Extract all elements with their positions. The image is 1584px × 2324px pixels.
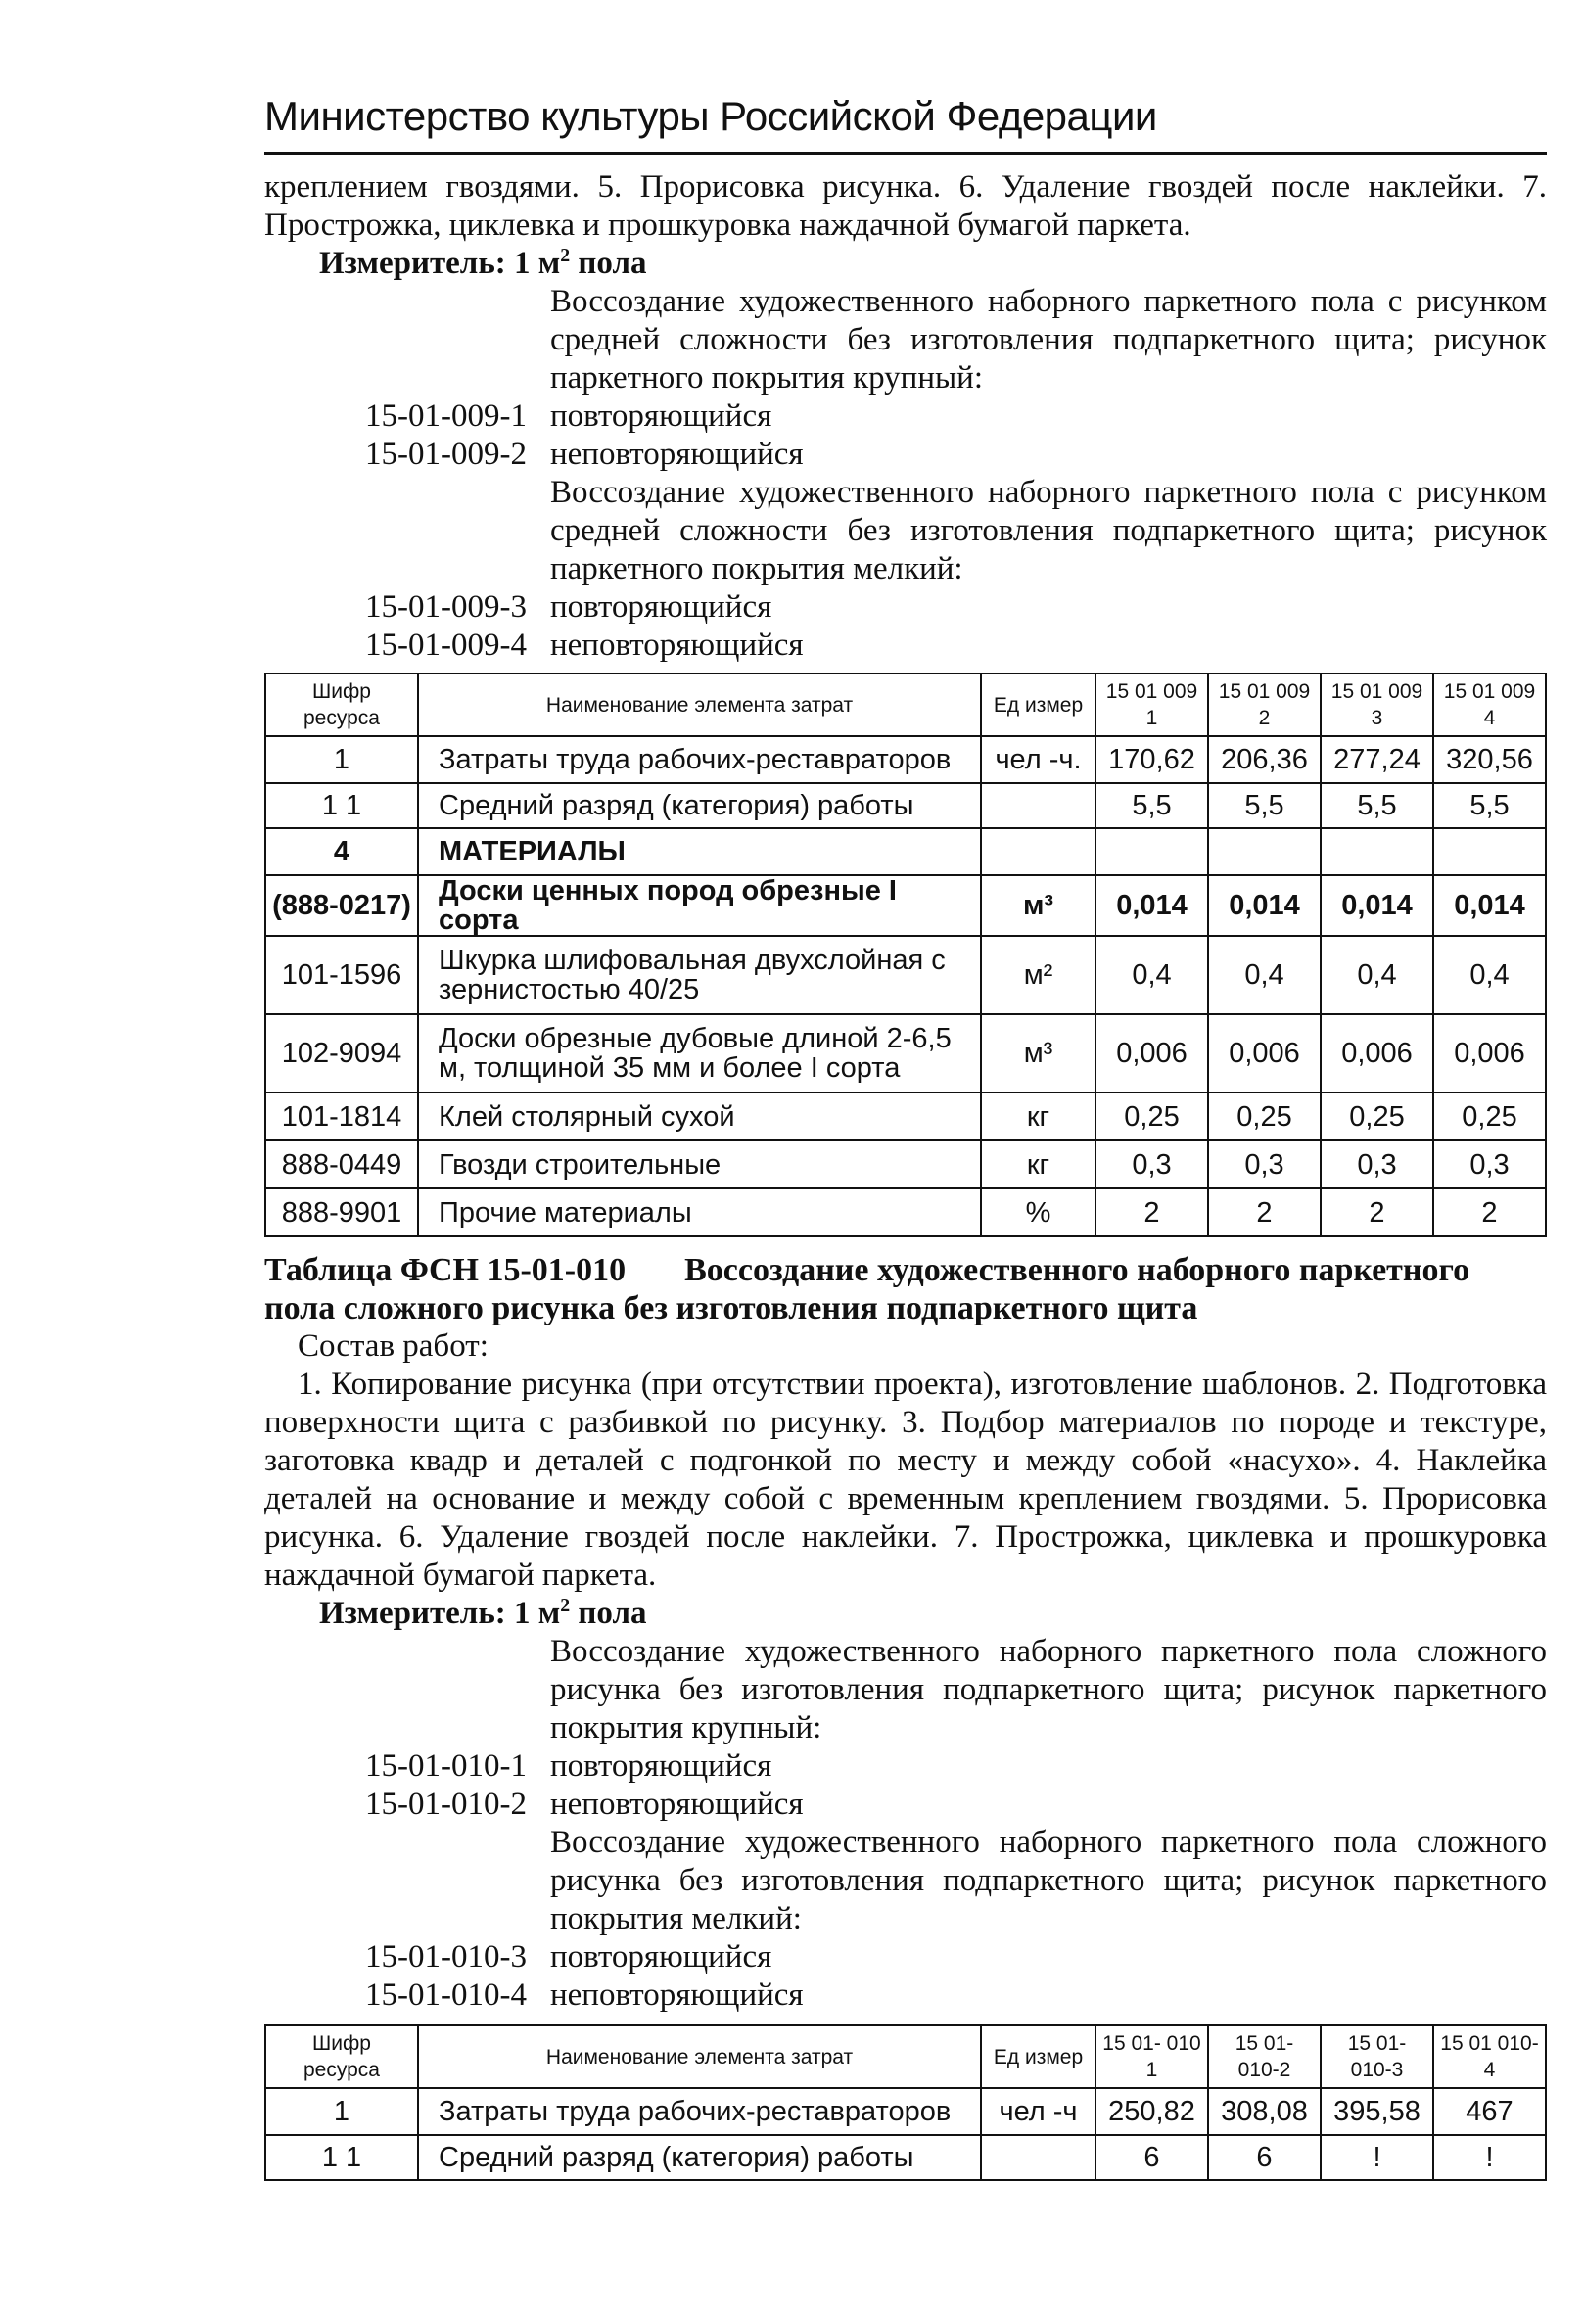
resource-table-2 [264, 2024, 1547, 2181]
cell-code: 101-1814 [265, 1092, 418, 1140]
intro-paragraph: креплением гвоздями. 5. Прорисовка рисунка. 6. Удаление гвоздей после наклейки. 7. Прострожка, циклевка и прошкуровка наждачной бумагой паркета. [264, 169, 1547, 243]
table-row [265, 1188, 1546, 1236]
cell-code: 888-9901 [265, 1188, 418, 1236]
cell-value: 308,08 [1208, 2088, 1321, 2135]
work-description: Воссоздание художественного наборного паркетного пола с рисунком средней сложности без изготовления подпаркетного щита; рисунок паркетного покрытия крупный: [550, 284, 1547, 395]
cell-value: 2 [1321, 1188, 1433, 1236]
table-row [265, 875, 1546, 936]
cell-value: 5,5 [1095, 783, 1208, 828]
header-code: Шифр ресурса [265, 674, 418, 736]
cell-value: 0,3 [1095, 1140, 1208, 1188]
table-number: Таблица ФСН 15-01-010 [264, 1252, 627, 1288]
cell-value: 0,4 [1095, 936, 1208, 1014]
resource-table-1 [264, 673, 1547, 1237]
cell-value: 2 [1433, 1188, 1546, 1236]
cell-value: 0,4 [1208, 936, 1321, 1014]
measure-line-2: Измеритель: 1 $м^2$ пола [319, 1595, 647, 1631]
cell-code: 1 [265, 2088, 418, 2135]
cell-unit: чел -ч [981, 2088, 1095, 2135]
cell-code: 4 [265, 828, 418, 875]
cell-unit: чел -ч. [981, 736, 1095, 783]
cell-value: 0,3 [1321, 1140, 1433, 1188]
cell-code: 1 [265, 736, 418, 783]
cell-value: 2 [1208, 1188, 1321, 1236]
cell-name: Гвозди строительные [418, 1140, 981, 1188]
cell-code: 101-1596 [265, 936, 418, 1014]
work-code: 15-01-010-1 [365, 1748, 527, 1784]
cell-value: 5,5 [1321, 783, 1433, 828]
table-row [265, 2088, 1546, 2135]
cell-name: Затраты труда рабочих-реставраторов [418, 2088, 981, 2135]
cell-value: 206,36 [1208, 736, 1321, 783]
work-list-1b [264, 474, 1547, 665]
table-header-row [265, 674, 1546, 736]
cell-code: 1 1 [265, 2135, 418, 2180]
table-row [265, 828, 1546, 875]
cell-value [1433, 828, 1546, 875]
cell-value: 0,006 [1095, 1014, 1208, 1092]
header-col-2: 15 01- 010-2 [1208, 2025, 1321, 2088]
cell-code: 102-9094 [265, 1014, 418, 1092]
cell-value: 0,25 [1321, 1092, 1433, 1140]
cell-value: 320,56 [1433, 736, 1546, 783]
sostav-label: Состав работ: [298, 1328, 489, 1364]
table-row [265, 1092, 1546, 1140]
work-item: повторяющийся [550, 589, 772, 625]
cell-value [1208, 828, 1321, 875]
table-row [265, 783, 1546, 828]
work-item: неповторяющийся [550, 627, 804, 663]
work-item: повторяющийся [550, 1939, 772, 1975]
cell-value [1321, 828, 1433, 875]
cell-value: 467 [1433, 2088, 1546, 2135]
table-row [265, 1014, 1546, 1092]
work-code: 15-01-009-3 [365, 589, 527, 625]
table-caption [264, 1251, 1547, 1327]
work-item: повторяющийся [550, 398, 772, 434]
work-code: 15-01-010-4 [365, 1977, 527, 2013]
cell-value: 0,3 [1208, 1140, 1321, 1188]
cell-unit [981, 783, 1095, 828]
cell-unit [981, 828, 1095, 875]
work-code: 15-01-009-1 [365, 398, 527, 434]
work-description: Воссоздание художественного наборного паркетного пола сложного рисунка без изготовления подпаркетного щита; рисунок паркетного покрытия мелкий: [550, 1825, 1547, 1936]
work-item: неповторяющийся [550, 437, 804, 472]
cell-name: Затраты труда рабочих-реставраторов [418, 736, 981, 783]
cell-value: 0,4 [1433, 936, 1546, 1014]
measure-line-1: Измеритель: 1 $м^2$ пола [319, 245, 647, 281]
header-col-4: 15 01 010-4 [1433, 2025, 1546, 2088]
work-code: 15-01-010-3 [365, 1939, 527, 1975]
cell-unit: % [981, 1188, 1095, 1236]
cell-value: 2 [1095, 1188, 1208, 1236]
cell-name: Средний разряд (категория) работы [418, 783, 981, 828]
work-item: повторяющийся [550, 1748, 772, 1784]
cell-name: Средний разряд (категория) работы [418, 2135, 981, 2180]
work-code: 15-01-009-2 [365, 437, 527, 472]
header-col-1: 15 01- 010 1 [1095, 2025, 1208, 2088]
cell-value: 170,62 [1095, 736, 1208, 783]
work-code: 15-01-010-2 [365, 1787, 527, 1822]
cell-value: 0,006 [1321, 1014, 1433, 1092]
cell-value: 277,24 [1321, 736, 1433, 783]
header-unit: Ед измер [981, 674, 1095, 736]
header-name: Наименование элемента затрат [418, 2025, 981, 2088]
header-name: Наименование элемента затрат [418, 674, 981, 736]
cell-value: 0,3 [1433, 1140, 1546, 1188]
header-col-4: 15 01 009 4 [1433, 674, 1546, 736]
work-list-2a [264, 1633, 1547, 1824]
sostav-paragraph: 1. Копирование рисунка (при отсутствии проекта), изготовление шаблонов. 2. Подготовка поверхности щита с разбивкой по рисунку. 3. Подбор материалов по породе и текстуре, заготовка квадр и деталей с подгонкой по месту и между собой «насухо». 4. Наклейка деталей на основание и между собой с временным креплением гвоздями. 5. Прорисовка рисунка. 6. Удаление гвоздей после наклейки. 7. Прострожка, циклевка и прошкуровка наждачной бумагой паркета. [264, 1367, 1547, 1593]
document-page [264, 93, 1547, 2181]
cell-value: 0,4 [1321, 936, 1433, 1014]
cell-unit: кг [981, 1140, 1095, 1188]
work-list-1a [264, 283, 1547, 474]
cell-value: 250,82 [1095, 2088, 1208, 2135]
table-row [265, 2135, 1546, 2180]
cell-name: Клей столярный сухой [418, 1092, 981, 1140]
cell-unit: кг [981, 1092, 1095, 1140]
cell-value: 5,5 [1433, 783, 1546, 828]
header-unit: Ед измер [981, 2025, 1095, 2088]
header-col-2: 15 01 009 2 [1208, 674, 1321, 736]
cell-value: 0,014 [1095, 875, 1208, 936]
cell-name: Доски ценных пород обрезные I сорта [418, 875, 981, 936]
cell-code: (888-0217) [265, 875, 418, 936]
cell-value: 0,25 [1433, 1092, 1546, 1140]
work-list-2b [264, 1824, 1547, 2015]
cell-value: 0,014 [1321, 875, 1433, 936]
header-col-3: 15 01 009 3 [1321, 674, 1433, 736]
cell-name: Шкурка шлифовальная двухслойная с зернистостью 40/25 [418, 936, 981, 1014]
header-col-1: 15 01 009 1 [1095, 674, 1208, 736]
cell-value: 0,014 [1433, 875, 1546, 936]
cell-code: 1 1 [265, 783, 418, 828]
cell-value: 0,25 [1095, 1092, 1208, 1140]
work-item: неповторяющийся [550, 1977, 804, 2013]
work-item: неповторяющийся [550, 1787, 804, 1822]
cell-value: 0,014 [1208, 875, 1321, 936]
cell-code: 888-0449 [265, 1140, 418, 1188]
cell-value [1095, 828, 1208, 875]
cell-unit: м³ [981, 875, 1095, 936]
cell-value: 0,25 [1208, 1092, 1321, 1140]
cell-unit: м² [981, 936, 1095, 1014]
header-col-3: 15 01- 010-3 [1321, 2025, 1433, 2088]
table-row [265, 1140, 1546, 1188]
cell-value: ! [1321, 2135, 1433, 2180]
cell-name: Прочие материалы [418, 1188, 981, 1236]
cell-name: Доски обрезные дубовые длиной 2-6,5 м, толщиной 35 мм и более I сорта [418, 1014, 981, 1092]
cell-unit: м³ [981, 1014, 1095, 1092]
cell-value: ! [1433, 2135, 1546, 2180]
table-title: Воссоздание художественного наборного паркетного пола сложного рисунка без изготовления подпаркетного щита [264, 1252, 1470, 1326]
work-description: Воссоздание художественного наборного паркетного пола с рисунком средней сложности без изготовления подпаркетного щита; рисунок паркетного покрытия мелкий: [550, 475, 1547, 586]
work-code: 15-01-009-4 [365, 627, 527, 663]
cell-unit [981, 2135, 1095, 2180]
cell-value: 6 [1208, 2135, 1321, 2180]
cell-value: 5,5 [1208, 783, 1321, 828]
cell-value: 395,58 [1321, 2088, 1433, 2135]
cell-name: МАТЕРИАЛЫ [418, 828, 981, 875]
work-description: Воссоздание художественного наборного паркетного пола сложного рисунка без изготовления подпаркетного щита; рисунок паркетного покрытия крупный: [550, 1634, 1547, 1745]
table-header-row [265, 2025, 1546, 2088]
table-row [265, 736, 1546, 783]
cell-value: 0,006 [1208, 1014, 1321, 1092]
cell-value: 6 [1095, 2135, 1208, 2180]
page-header: Министерство культуры Российской Федерации [264, 93, 1547, 155]
header-code: Шифр ресурса [265, 2025, 418, 2088]
cell-value: 0,006 [1433, 1014, 1546, 1092]
table-row [265, 936, 1546, 1014]
